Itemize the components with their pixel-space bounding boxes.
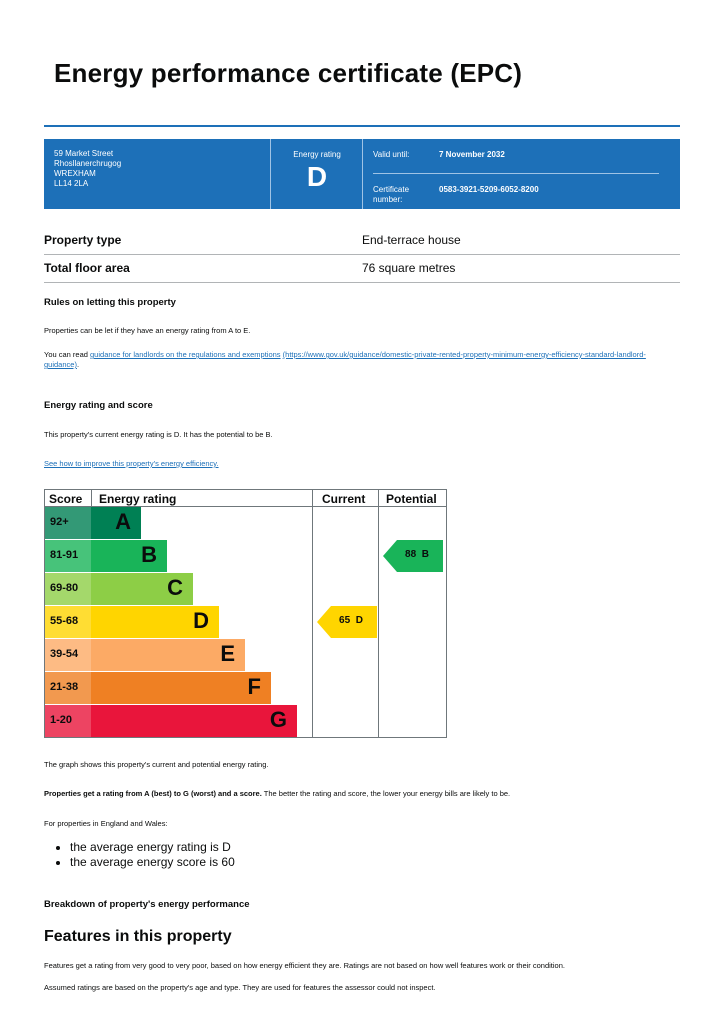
- energy-rating-chart: [44, 489, 447, 738]
- address-line: Rhosllanerchrugog: [54, 159, 122, 168]
- property-type-value: End-terrace house: [362, 233, 461, 247]
- averages-list: [52, 840, 235, 870]
- header-divider: [270, 139, 271, 209]
- band-letter: E: [220, 641, 235, 666]
- rating-band-c: [91, 573, 193, 605]
- rating-explanation-rest: The better the rating and score, the lower your energy bills are likely to be.: [261, 789, 511, 798]
- certificate-number: 0583-3921-5209-6052-8200: [439, 185, 539, 194]
- address-block: [54, 149, 121, 189]
- score-cell: 92+: [45, 507, 91, 539]
- features-assumed-text: Assumed ratings are based on the property's age and type. They are used for features the assessor could not inspect.: [44, 983, 436, 992]
- current-rating-arrow: [317, 606, 377, 638]
- rating-band-f: [91, 672, 271, 704]
- guidance-link[interactable]: guidance for landlords on the regulations and exemptions: [90, 350, 281, 359]
- score-cell: 55-68: [45, 606, 91, 638]
- valid-until-label: Valid until:: [373, 150, 410, 159]
- certificate-label: Certificate: [373, 185, 410, 194]
- guidance-url[interactable]: (https://www.gov.uk/guidance/domestic-private-rented-property-minimum-energy-efficiency-standard-landlord-guidance): [44, 350, 646, 369]
- floor-area-label: Total floor area: [44, 261, 130, 275]
- address-line: WREXHAM: [54, 169, 96, 178]
- address-line: LL14 2LA: [54, 179, 89, 188]
- band-letter: B: [141, 542, 157, 567]
- band-letter: C: [167, 575, 183, 600]
- chart-header-current: Current: [322, 492, 366, 506]
- guidance-suffix: .: [76, 360, 80, 369]
- score-cell: 21-38: [45, 672, 91, 704]
- list-item: • the average energy rating is D: [70, 840, 235, 855]
- header-divider: [362, 139, 363, 209]
- improve-efficiency-link[interactable]: See how to improve this property's energy efficiency.: [44, 459, 219, 468]
- band-letter: A: [115, 509, 131, 534]
- energy-rating-letter: D: [306, 161, 328, 192]
- energy-rating-label: Energy rating: [293, 150, 341, 159]
- rating-band-a: [91, 507, 141, 539]
- letting-text: Properties can be let if they have an energy rating from A to E.: [44, 326, 251, 335]
- score-cell: 39-54: [45, 639, 91, 671]
- guidance-prefix: You can read: [44, 350, 91, 359]
- floor-area-row: [44, 255, 680, 283]
- score-cell: 1-20: [45, 705, 91, 737]
- band-letter: F: [247, 674, 261, 699]
- rating-band-b: [91, 540, 167, 572]
- band-letter: G: [269, 707, 287, 732]
- certificate-header: [44, 139, 680, 209]
- rating-band-e: [91, 639, 245, 671]
- chart-header-score: Score: [49, 492, 83, 506]
- rating-band-d: [91, 606, 219, 638]
- score-cell: 81-91: [45, 540, 91, 572]
- header-row-divider: [373, 173, 659, 174]
- address-line: 59 Market Street: [54, 149, 114, 158]
- features-heading: Features in this property: [44, 928, 232, 945]
- current-rating-label: 65 D: [339, 615, 363, 626]
- features-text: Features get a rating from very good to very poor, based on how energy efficient they are. Ratings are not based on how well features work or their condition.: [44, 961, 565, 970]
- rating-heading: Energy rating and score: [44, 400, 153, 411]
- score-cell: 69-80: [45, 573, 91, 605]
- graph-caption: The graph shows this property's current and potential energy rating.: [44, 760, 269, 769]
- floor-area-value: 76 square metres: [362, 261, 456, 275]
- list-item: • the average energy score is 60: [70, 855, 235, 870]
- valid-until-value: 7 November 2032: [439, 150, 505, 159]
- chart-header-potential: Potential: [386, 492, 437, 506]
- letting-guidance: [44, 350, 674, 370]
- potential-rating-label: 88 B: [405, 549, 429, 560]
- page-title: Energy performance certificate (EPC): [54, 58, 523, 88]
- property-type-row: [44, 227, 680, 255]
- rating-explanation: [44, 789, 674, 799]
- certificate-label: number:: [373, 195, 403, 204]
- title-divider: [44, 125, 680, 127]
- rating-explanation-bold: Properties get a rating from A (best) to G (worst) and a score.: [44, 789, 262, 798]
- property-type-label: Property type: [44, 233, 122, 247]
- letting-heading: Rules on letting this property: [44, 297, 176, 308]
- chart-column-line: [312, 490, 313, 737]
- chart-header-rating: Energy rating: [99, 492, 177, 506]
- chart-column-line: [378, 490, 379, 737]
- breakdown-heading: Breakdown of property's energy performance: [44, 899, 250, 910]
- rating-text: This property's current energy rating is D. It has the potential to be B.: [44, 430, 273, 439]
- potential-rating-arrow: [383, 540, 443, 572]
- chart-column-line: [91, 490, 92, 507]
- band-letter: D: [193, 608, 209, 633]
- england-wales-text: For properties in England and Wales:: [44, 819, 168, 828]
- rating-band-g: [91, 705, 297, 737]
